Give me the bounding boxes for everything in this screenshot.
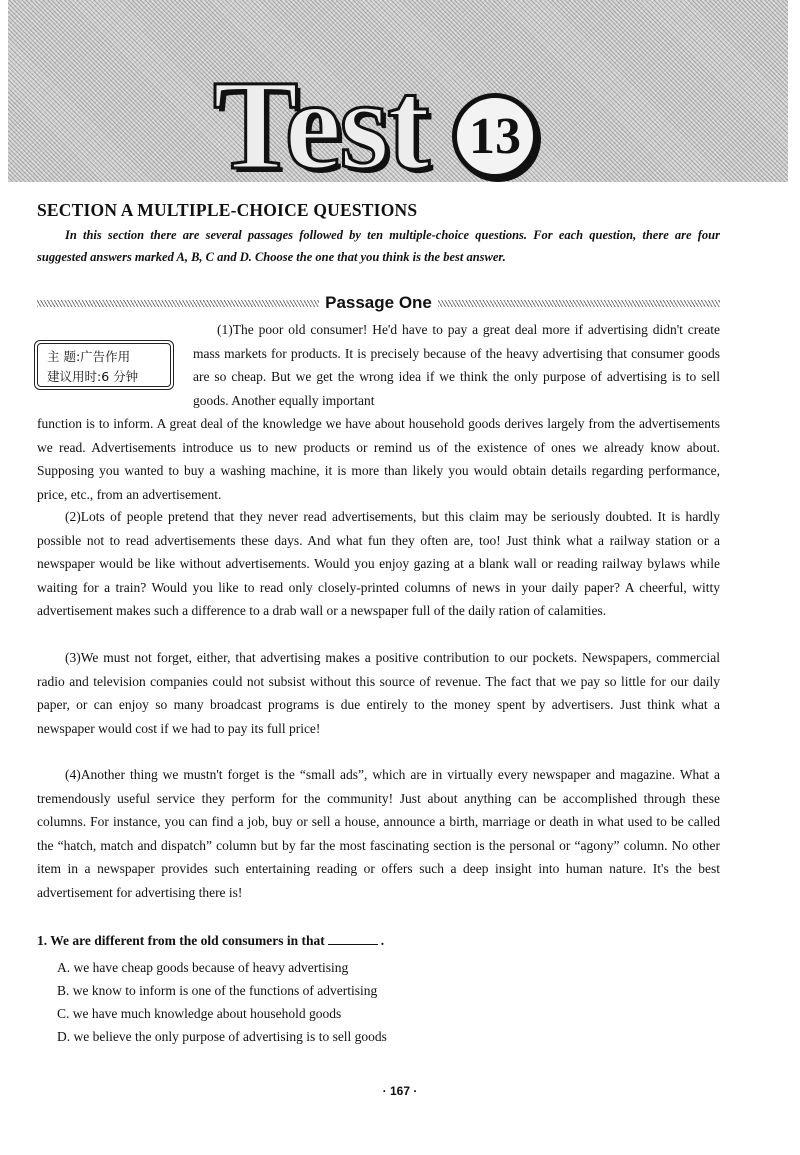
- option-c: C. we have much knowledge about household goods: [57, 1006, 342, 1021]
- paragraph-2: (2)Lots of people pretend that they never read advertisements, but this claim may be seriously doubted. It is hardly possible not to read advertisements these days. And what fun they often are, too! Just think what a railway station or a newspaper would be like without advertisements. Would you enjoy gazing at a blank wall or reading railway bylaws while waiting for a train? Would you like to read only closely-printed columns of news in your daily paper? A cheerful, witty advertisement makes such a difference to a drab wall or a newspaper full of the daily ration of calamities.: [37, 509, 720, 618]
- paragraph-1-start: (1)The poor old consumer! He'd have to pay a great deal more if advertising didn't create mass markets for products. It is precisely because of the heavy advertising that consumer goods are so cheap. But we get the wrong idea if we think the only purpose of advertising is to sell goods. Another equally important: [193, 322, 720, 408]
- test-title: Test: [213, 54, 428, 196]
- topic-line: 主 题:广告作用: [47, 349, 131, 364]
- answer-blank: [328, 944, 378, 945]
- section-heading: SECTION A MULTIPLE-CHOICE QUESTIONS: [37, 200, 418, 220]
- suggested-time-line: 建议用时:6 分钟: [47, 369, 139, 384]
- option-a: A. we have cheap goods because of heavy advertising: [57, 960, 349, 975]
- page-number: · 167 ·: [382, 1084, 418, 1098]
- question-text: 1. We are different from the old consumers in that: [37, 933, 325, 948]
- test-number-badge: 13: [452, 93, 538, 179]
- passage-label: Passage One: [325, 293, 432, 312]
- question-1-options: [57, 956, 387, 1048]
- option-d: D. we believe the only purpose of advertising is to sell goods: [57, 1029, 387, 1044]
- question-1-stem: [37, 933, 384, 949]
- paragraph-4: (4)Another thing we mustn't forget is the “small ads”, which are in virtually every newspaper and magazine. What a tremendously useful service they perform for the community! Just about anything can be accomplished through these columns. For instance, you can find a job, buy or sell a house, announce a birth, marriage or death in what used to be called the “hatch, match and dispatch” column but by far the most fascinating section is the personal or “agony” column. No other item in a newspaper provides such entertaining reading or offers such a deep insight into human nature. It's the best advertisement for advertising there is!: [37, 767, 720, 900]
- passage-header-bar: [37, 292, 720, 314]
- section-instructions: In this section there are several passages followed by ten multiple-choice questions. For each question, there are four suggested answers marked A, B, C and D. Choose the one that you think is the best answer.: [37, 228, 720, 264]
- paragraph-3: (3)We must not forget, either, that advertising makes a positive contribution to our pockets. Newspapers, commercial radio and television companies could not subsist without this source of revenue. The fact that we pay so little for our daily paper, or can enjoy so many broadcast programs is due entirely to the money spent by advertisers. Just think what a newspaper would cost if we had to pay its full price!: [37, 650, 720, 736]
- option-b: B. we know to inform is one of the functions of advertising: [57, 983, 378, 998]
- paragraph-1-continued: function is to inform. A great deal of the knowledge we have about household goods derives largely from the advertisements we read. Advertisements introduce us to new products or remind us of the existence of ones we already know about. Supposing you wanted to buy a washing machine, it is more than likely you would obtain details regarding performance, price, etc., from an advertisement.: [37, 416, 720, 502]
- hatch-divider-left: [37, 300, 319, 307]
- question-end: .: [380, 933, 385, 948]
- topic-box: [34, 340, 174, 390]
- hatch-divider-right: [438, 300, 720, 307]
